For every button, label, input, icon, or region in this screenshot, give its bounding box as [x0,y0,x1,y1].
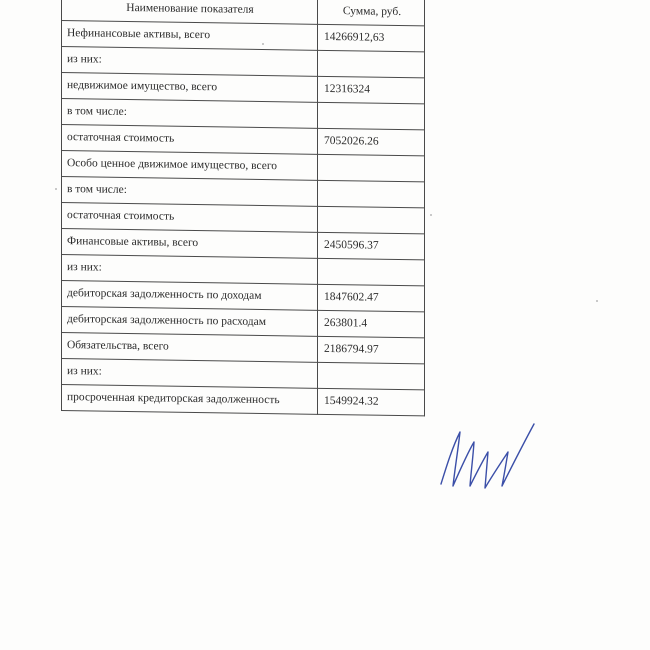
indicator-sum [318,258,425,286]
indicator-name: из них: [62,47,318,77]
scan-speck [596,300,598,302]
indicator-name: из них: [62,359,318,389]
indicator-name: Обязательства, всего [62,333,318,363]
indicator-name: просроченная кредиторская задолженность [62,385,318,415]
header-indicator-name: Наименование показателя [62,0,318,24]
indicator-sum [318,362,425,390]
indicator-sum: 2186794.97 [318,336,425,364]
indicator-name: остаточная стоимость [62,125,318,155]
table-row [62,385,425,416]
financial-indicators-table-wrap [61,0,421,416]
indicator-sum: 7052026.26 [318,128,425,156]
indicator-name: в том числе: [62,99,318,129]
header-sum: Сумма, руб. [318,0,425,26]
indicator-sum: 263801.4 [318,310,425,338]
financial-indicators-table [61,0,425,416]
indicator-sum: 1847602.47 [318,284,425,312]
signature-stroke [441,424,534,488]
scan-speck [55,188,57,190]
indicator-name: в том числе: [62,177,318,207]
indicator-name: дебиторская задолженность по доходам [62,281,318,311]
scan-speck [262,43,264,45]
indicator-name: остаточная стоимость [62,203,318,233]
handwritten-signature [438,420,548,500]
indicator-name: из них: [62,255,318,285]
indicator-sum [318,180,425,208]
indicator-name: Особо ценное движимое имущество, всего [62,151,318,181]
indicator-sum: 2450596.37 [318,232,425,260]
scan-speck [430,214,432,216]
indicator-sum [318,154,425,182]
indicator-sum [318,206,425,234]
indicator-sum [318,102,425,130]
indicator-sum: 1549924.32 [318,388,425,416]
indicator-name: Нефинансовые активы, всего [62,21,318,51]
indicator-name: дебиторская задолженность по расходам [62,307,318,337]
indicator-sum [318,50,425,78]
indicator-name: Финансовые активы, всего [62,229,318,259]
indicator-name: недвижимое имущество, всего [62,73,318,103]
indicator-sum: 12316324 [318,76,425,104]
indicator-sum: 14266912,63 [318,24,425,52]
